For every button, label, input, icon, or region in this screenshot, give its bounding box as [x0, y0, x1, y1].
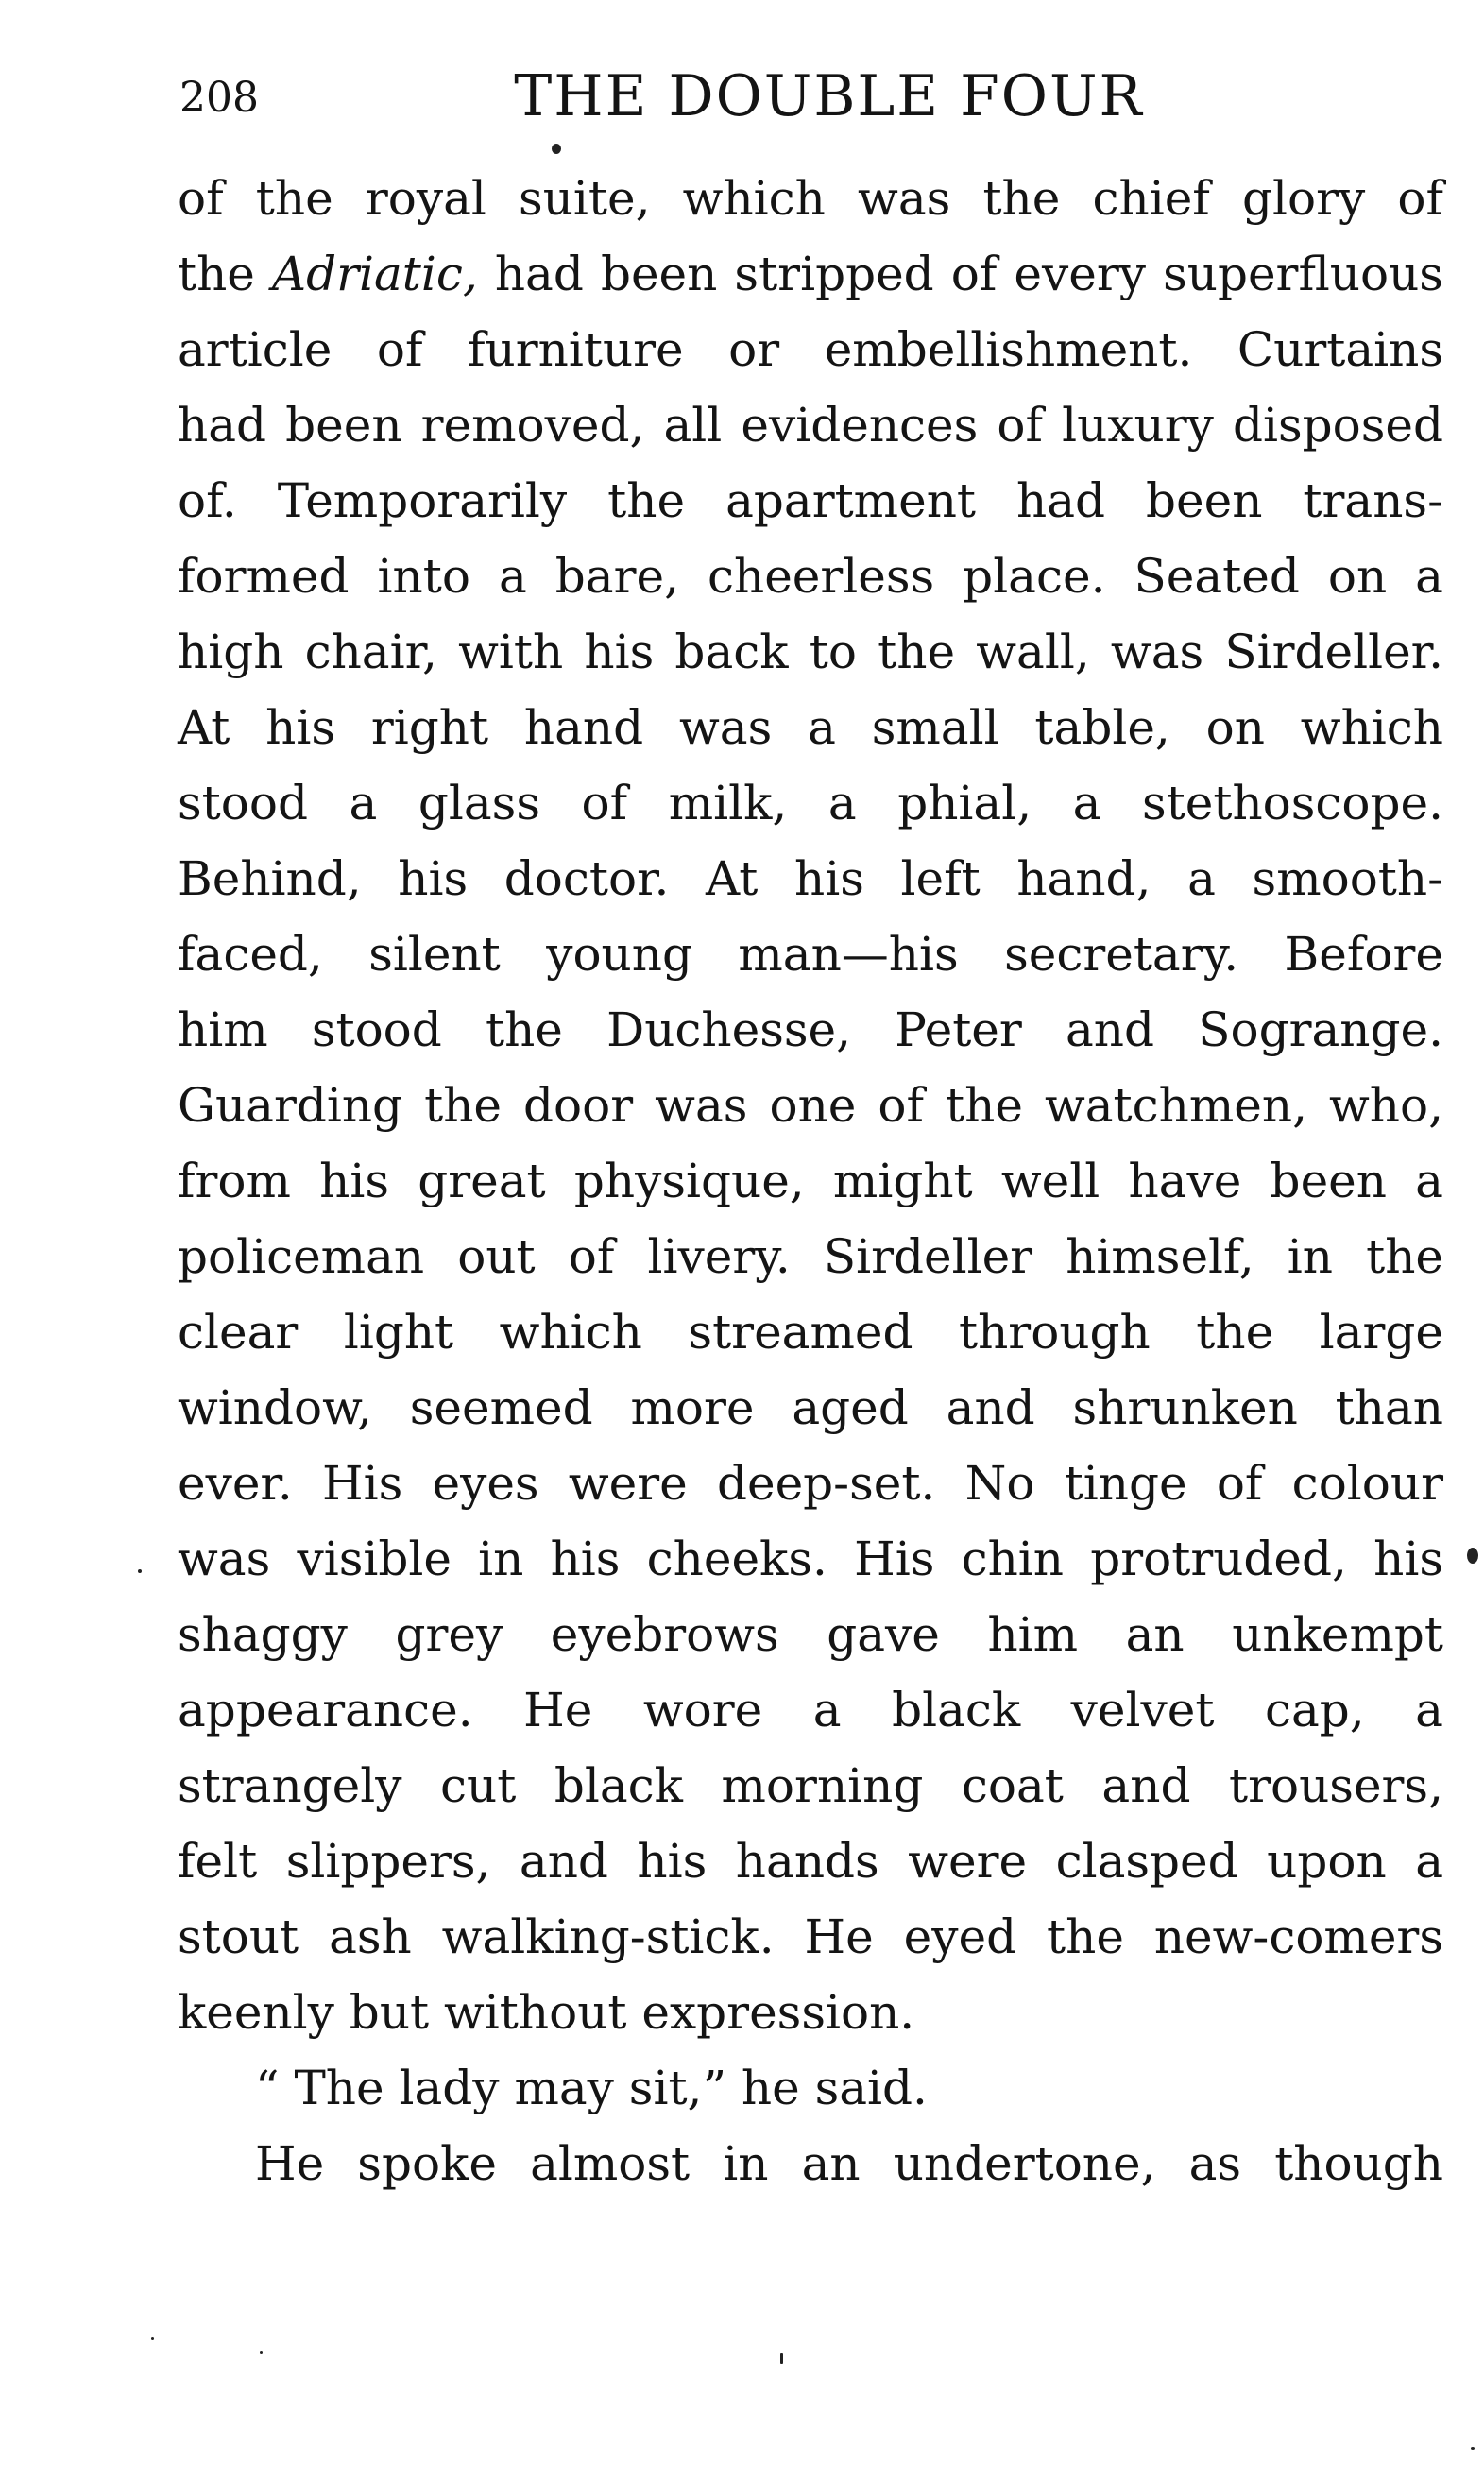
- text-line: formed into a bare, cheerless place. Seated on a: [178, 549, 1443, 604]
- text-line: high chair, with his back to the wall, was Sirdeller.: [178, 625, 1443, 679]
- text-line: faced, silent young man—his secretary. Before: [178, 927, 1443, 982]
- text-fragment: the: [178, 247, 255, 301]
- print-speck: [138, 1569, 142, 1573]
- text-line: strangely cut black morning coat and trousers,: [178, 1758, 1443, 1813]
- ship-name-italic: Adriatic,: [271, 247, 478, 301]
- text-line: policeman out of livery. Sirdeller himself, in the: [178, 1229, 1443, 1284]
- dialogue-line: “ The lady may sit,” he said.: [255, 2061, 928, 2115]
- text-line: Guarding the door was one of the watchmen, who,: [178, 1078, 1443, 1133]
- text-line: ever. His eyes were deep-set. No tinge of colour: [178, 1456, 1443, 1511]
- text-line: of. Temporarily the apartment had been trans-: [178, 473, 1443, 528]
- body-text: [178, 161, 1443, 2201]
- text-line: had been removed, all evidences of luxury disposed: [178, 398, 1443, 453]
- text-line: Behind, his doctor. At his left hand, a smooth-: [178, 851, 1443, 906]
- print-speck: [552, 144, 561, 154]
- running-title: THE DOUBLE FOUR: [514, 63, 1144, 129]
- text-fragment: had been stripped of every superfluous: [494, 247, 1443, 301]
- text-line: article of furniture or embellishment. Curtains: [178, 322, 1443, 377]
- text-line: window, seemed more aged and shrunken than: [178, 1380, 1443, 1435]
- text-line: shaggy grey eyebrows gave him an unkempt: [178, 1607, 1443, 1662]
- print-speck: [151, 2337, 154, 2340]
- print-speck: [1467, 1548, 1478, 1564]
- print-speck: [260, 2351, 263, 2354]
- text-line: [178, 236, 1443, 312]
- print-speck: [780, 2353, 783, 2364]
- text-line: stood a glass of milk, a phial, a stethoscope.: [178, 776, 1443, 830]
- page-header: [179, 59, 1441, 144]
- text-line: At his right hand was a small table, on which: [178, 700, 1443, 755]
- text-line: appearance. He wore a black velvet cap, a: [178, 1683, 1443, 1737]
- page-number: 208: [179, 74, 259, 122]
- text-line: was visible in his cheeks. His chin protruded, his: [178, 1532, 1443, 1586]
- text-line: felt slippers, and his hands were clasped upon a: [178, 1834, 1443, 1889]
- print-speck: [1471, 2447, 1475, 2450]
- text-line: from his great physique, might well have been a: [178, 1154, 1443, 1208]
- text-line: clear light which streamed through the large: [178, 1305, 1443, 1360]
- text-line: him stood the Duchesse, Peter and Sogrange.: [178, 1002, 1443, 1057]
- text-line: He spoke almost in an undertone, as though: [255, 2136, 1443, 2191]
- text-line: stout ash walking-stick. He eyed the new-comers: [178, 1909, 1443, 1964]
- text-line: of the royal suite, which was the chief glory of: [178, 171, 1443, 226]
- text-line: keenly but without expression.: [178, 1985, 915, 2040]
